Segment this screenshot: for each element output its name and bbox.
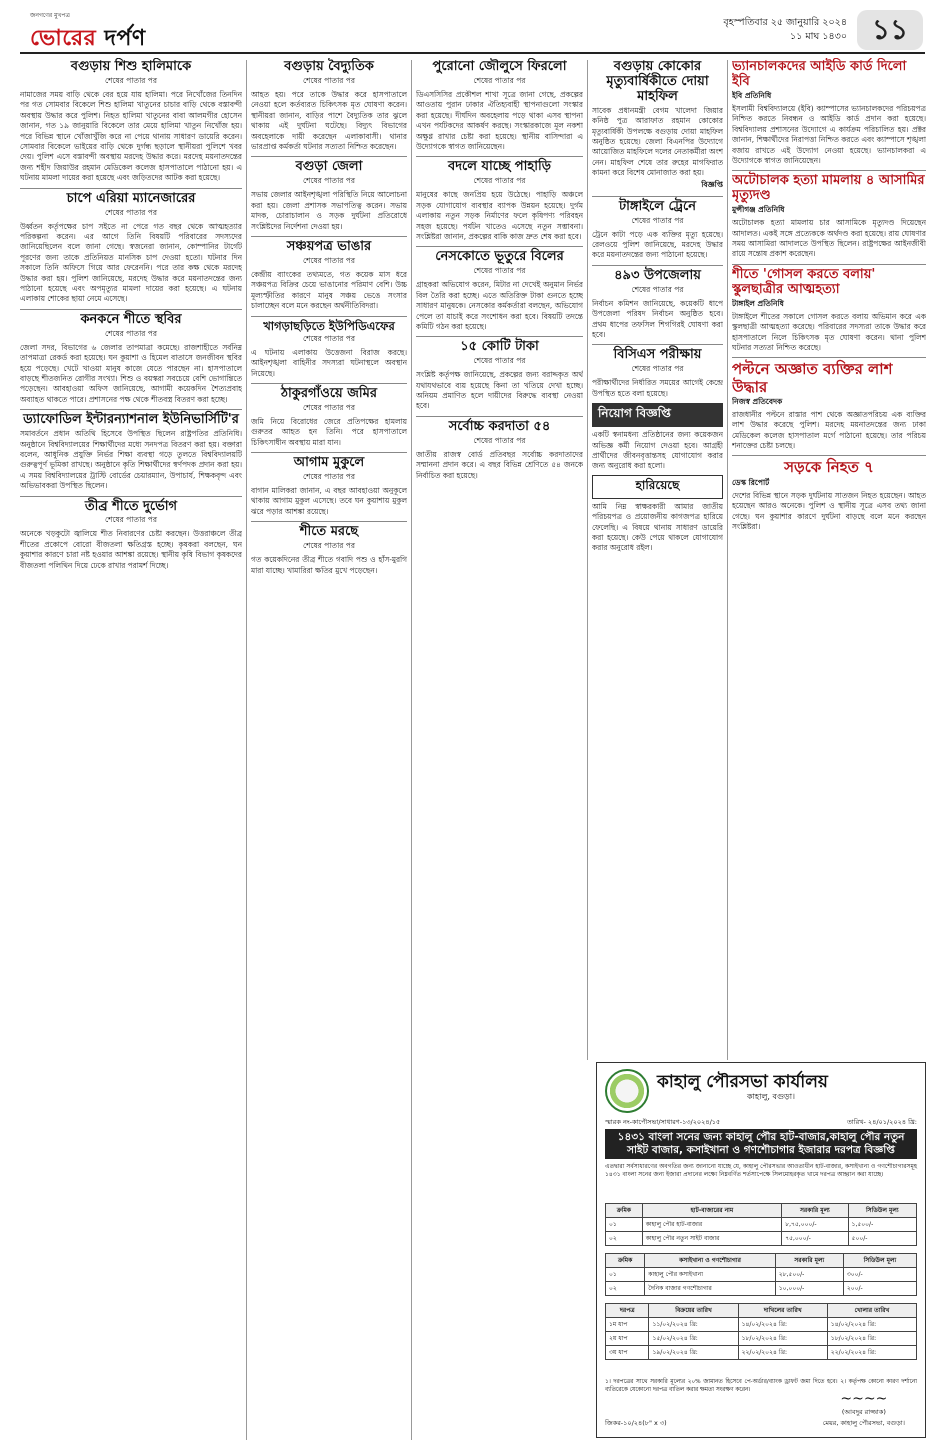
headline: চাপে এরিয়া ম্যানেজারের [66,190,196,206]
divider [20,309,242,310]
ad-terms: ১। দরপত্রের সাথে সরকারি মূল্যের ২০% জামানত হিসেবে পে-অর্ডার/ব্যাংক ড্রাফট জমা দিতে হবে। ২। কর্তৃপক্ষ কোনো কারণ দর্শানো ব্যতিরেকে যেকোনো দরপত্র বাতিল করার ক্ষমতা সংরক্ষণ করেন। [605,1379,917,1393]
signature: ~~~~ [840,1391,888,1407]
table-cell: ১৮/০২/২০২৪ খ্রি: [827,1332,916,1346]
table-row [606,1332,917,1346]
article-body: ইসলামী বিশ্ববিদ্যালয়ে (ইবি) ক্যাম্পাসের ভ্যানচালকদের পরিচয়পত্র নিশ্চিত করতে নিবন্ধন ও আইডি কার্ড প্রদান করা হয়েছে। বিশ্ববিদ্যালয় প্রশাসনের উদ্যোগে এ কার্যক্রম পরিচালিত হয়। প্রক্টর জানান, শিক্ষার্থীদের নিরাপত্তা নিশ্চিত করতে এবং ক্যাম্পাসে শৃঙ্খলা বজায় রাখতে এই উদ্যোগ নেওয়া হয়েছে। ভ্যানচালকরা এ উদ্যোগকে স্বাগত জানিয়েছেন। [732,103,926,165]
byline: ইবি প্রতিনিধি [732,90,772,100]
slaughterhouse-table [605,1253,917,1296]
column-header: সিডিউল মূল্য [843,1254,916,1268]
continuation-label: শেষের পাতার পর [473,266,526,276]
headline: বগুড়ায় শিশু হালিমাকে [70,59,192,74]
municipality-seal-icon [605,1069,649,1113]
ad-subtitle: কাহালু, বগুড়া। [747,1092,795,1101]
column-1 [20,58,242,1440]
story-cold-deaths [251,525,407,576]
newspaper-name [30,21,146,58]
table-cell: ১৯/০২/২০২৪ খ্রি: [649,1346,738,1360]
article-body: পরীক্ষার্থীদের নির্ধারিত সময়ের আগেই কেন্দ্রে উপস্থিত হতে বলা হয়েছে। [592,378,723,398]
article-body: সমাবর্তনে প্রধান অতিথি হিসেবে উপস্থিত ছিলেন রাষ্ট্রপতির প্রতিনিধি। অনুষ্ঠানে বিশ্ববিদ্যালয়ের শিক্ষার্থীদের মধ্যে সনদপত্র বিতরণ করা হয়। বক্তারা বলেন, আধুনিক প্রযুক্তি নির্ভর শিক্ষা ব্যবস্থা গড়ে তুলতে বিশ্ববিদ্যালয়টি গুরুত্বপূর্ণ ভূমিকা রাখছে। অনুষ্ঠানে কৃতি শিক্ষার্থীদের স্বর্ণপদক প্রদান করা হয়। এ সময় বিশ্ববিদ্যালয়ের ট্রাস্টি বোর্ডের চেয়ারম্যান, উপাচার্য, শিক্ষকবৃন্দ এবং অভিভাবকরা উপস্থিত ছিলেন। [20,429,242,491]
column-header: হাট-বাজারের নাম [642,1204,781,1218]
article-body: জেলা সদর, বিভাগের ৬ জেলার তাপমাত্রা কমেছে। রাজশাহীতে সর্বনিম্ন তাপমাত্রা রেকর্ড করা হয়েছে। ঘন কুয়াশা ও হিমেল বাতাসে জনজীবন স্থবির হয়ে পড়েছে। খেটে খাওয়া মানুষ কাজে যেতে পারছেন না। হাসপাতালে বাড়ছে শীতজনিত রোগীর সংখ্যা। শিশু ও বয়স্করা সবচেয়ে বেশি ভোগান্তিতে পড়েছেন। আবহাওয়া অফিস জানিয়েছে, আগামী কয়েকদিন শৈত্যপ্রবাহ অব্যাহত থাকতে পারে। প্রশাসনের পক্ষ থেকে শীতবস্ত্র বিতরণ করা হচ্ছে। [20,342,242,404]
continuation-label: শেষের পাতার পর [473,176,526,186]
headline: বদলে যাচ্ছে পাহাড়ি [447,159,551,175]
divider [251,383,407,384]
lost-notice-body: আমি নিম্ন স্বাক্ষরকারী আমার জাতীয় পরিচয়পত্র ও প্রয়োজনীয় কাগজপত্র হারিয়ে ফেলেছি। এ বিষয়ে থানায় সাধারণ ডায়েরি করা হয়েছে। কেউ পেয়ে থাকলে যোগাযোগ করার অনুরোধ রইল। [592,501,723,553]
column-5 [732,58,926,1054]
story-halima [20,60,242,184]
divider [732,264,926,265]
table-cell: কাহালু পৌর নতুন সাইট বাজার [642,1232,781,1246]
story-nesco [416,250,583,332]
divider [251,521,407,522]
divider [251,452,407,453]
headline: পুরোনো জৌলুসে ফিরলো [432,59,567,74]
newspaper-logo [30,10,146,58]
column-header: দাখিলের তারিখ [738,1304,827,1318]
column-3 [416,58,583,1440]
ad-date: তারিখ- ২৪/০১/২০২৪ খ্রি: [847,1118,917,1126]
headline: ১৫ কোটি টাকা [460,339,539,355]
signature-block [823,1391,905,1429]
continuation-label: শেষের পাতার পর [303,402,355,412]
continuation-label: শেষের পাতার পর [303,333,355,343]
story-ib-id-card [732,60,926,166]
story-mango-buds [251,456,407,517]
article-body: দেশের বিভিন্ন স্থানে সড়ক দুর্ঘটনায় সাতজন নিহত হয়েছেন। আহত হয়েছেন আরও অনেকে। পুলিশ ও স্থানীয় সূত্রে এসব তথ্য জানা গেছে। ঘন কুয়াশার কারণে দুর্ঘটনা বাড়ছে বলে মনে করছেন সংশ্লিষ্টরা। [732,490,926,531]
table-cell: ১ম ধাপ [606,1318,649,1332]
article-body: ডিএসসিসির প্রকৌশল শাখা সূত্রে জানা গেছে, প্রকল্পের আওতায় পুরান ঢাকার ঐতিহ্যবাহী স্থাপনাগুলো সংস্কার করা হয়েছে। দীর্ঘদিন অবহেলায় পড়ে থাকা এসব স্থাপনা এখন পর্যটকদের আকর্ষণ করছে। সংস্কারকাজে মূল নকশা অক্ষুণ্ণ রাখার চেষ্টা করা হয়েছে। স্থানীয় বাসিন্দারা এ উদ্যোগকে স্বাগত জানিয়েছেন। [416,89,583,151]
divider [732,455,926,456]
table-cell: ২২/০২/২০২৪ খ্রি: [738,1346,827,1360]
table-cell: কাহালু পৌর কসাইখানা [645,1268,775,1282]
story-koko [592,60,723,192]
divider [732,357,926,358]
article-body: গ্রাহকরা অভিযোগ করেন, মিটার না দেখেই অনুমান নির্ভর বিল তৈরি করা হচ্ছে। এতে অতিরিক্ত টাকা গুনতে হচ্ছে সাধারণ মানুষকে। নেসকোর কর্মকর্তারা বলছেন, অভিযোগ পেলে তা যাচাই করে সংশোধন করা হবে। বিষয়টি তদন্তে কমিটি গঠন করা হয়েছে। [416,280,583,331]
headline: ঠাকুরগাঁওয়ে জমির [281,385,377,401]
table-cell: ২৮,৫০০/- [775,1268,843,1282]
story-daffodil [20,413,242,491]
story-old-glory [416,60,583,152]
headline: শীতে 'গোসল করতে বলায়' স্কুলছাত্রীর আত্মহত্যা [732,266,876,297]
story-savings [251,240,407,312]
divider [416,336,583,337]
continuation-label: শেষের পাতার পর [105,328,157,338]
story-thakurgaon [251,387,407,448]
divider [20,496,242,497]
table-row [606,1346,917,1360]
market-table [605,1203,917,1246]
story-schoolgirl [732,268,926,354]
dateline [723,16,847,44]
headline: কনকনে শীতে স্থবির [80,311,182,327]
table-cell: ১,৫০০/- [848,1218,916,1232]
table-cell: ০২ [606,1232,643,1246]
table-cell: ১৮/০২/২০২৪ খ্রি: [738,1332,827,1346]
column-header: দরপত্র [606,1304,649,1318]
story-cold-wave [20,313,242,405]
article-body: নামাজের সময় বাড়ি থেকে বের হয়ে যায় হালিমা। পরে নিখোঁজের তিনদিন পর গত সোমবার বিকেলে শিশু হালিমা খাতুনের চাচার বাড়ি থেকে বস্তাবন্দী অবস্থায় উদ্ধার করে পুলিশ। নিহত হালিমা খাতুনের বাবা আলমগীর হোসেন জানান, গত ১৯ জানুয়ারি বিকেলে তার মেয়ে হালিমা খাতুন নিখোঁজ হয়। পরে বিভিন্ন স্থানে খোঁজাখুঁজি করে না পেয়ে থানায় সাধারণ ডায়েরি করেন। সোমবার বিকেলে ভাইয়ের বাড়ি থেকে দুর্গন্ধ ছড়ালে স্থানীয়রা পুলিশে খবর দেয়। পুলিশ এসে বস্তাবন্দী অবস্থায় মরদেহ উদ্ধার করে। মরদেহ ময়নাতদন্তের জন্য শহীদ জিয়াউর রহমান মেডিকেল কলেজ হাসপাতালে পাঠানো হয়। এ ঘটনায় মামলা দায়ের করা হয়েছে এবং জড়িতদের আটক করা হয়েছে। [20,89,242,183]
table-row [606,1268,917,1282]
story-15-crore [416,340,583,412]
story-taxpayers [416,420,583,481]
table-cell: ৮,৭৫,০০০/- [782,1218,848,1232]
divider [732,170,926,171]
headline: ড্যাফোডিল ইন্টারন্যাশনাল ইউনিভার্সিটি'র [23,412,239,428]
article-body: উর্ধ্বতন কর্তৃপক্ষের চাপ সইতে না পেরে গত বছর থেকে আত্মহত্যার পরিকল্পনা করেন। এর আগে তিনি বিষয়টি পরিবারের সদস্যদের জানিয়েছিলেন বলে জানা গেছে। স্বজনেরা জানান, কোম্পানির টার্গেট পূরণের জন্য তাকে প্রতিনিয়ত মানসিক চাপ দেওয়া হতো। ঘটনার দিন সকালে তিনি অফিসে গিয়ে আর ফেরেননি। পরে তার কক্ষ থেকে মরদেহ উদ্ধার করা হয়। পুলিশ জানিয়েছে, মরদেহ উদ্ধার করে ময়নাতদন্তের জন্য পাঠানো হয়েছে এবং অপমৃত্যুর মামলা দায়ের করা হয়েছে। এ ঘটনায় এলাকায় শোকের ছায়া নেমে এসেছে। [20,221,242,304]
divider [592,196,723,197]
table-row [606,1318,917,1332]
story-khagrachari [251,320,407,379]
table-cell: ০১ [606,1218,643,1232]
headline: আগাম মুকুলে [293,455,365,471]
article-body: সাবেক প্রধানমন্ত্রী বেগম খালেদা জিয়ার কনিষ্ঠ পুত্র আরাফাত রহমান কোকোর মৃত্যুবার্ষিকী উপলক্ষে বগুড়ায় দোয়া মাহফিল অনুষ্ঠিত হয়েছে। জেলা বিএনপির উদ্যোগে আয়োজিত মাহফিলে দলের নেতাকর্মীরা অংশ নেন। মাহফিল শেষে তার রুহের মাগফিরাত কামনা করে বিশেষ মোনাজাত করা হয়। [592,105,723,178]
logo-tagline: জনগণের মুখপত্র [30,12,70,19]
continuation-label: শেষের পাতার পর [105,75,157,85]
divider [251,156,407,157]
table-header-row [606,1204,917,1218]
story-tangail-train [592,200,723,261]
table-cell: ০১ [606,1268,645,1282]
article-body: বাগান মালিকরা জানান, এ বছর আবহাওয়া অনুকূলে থাকায় আগাম মুকুল এসেছে। তবে ঘন কুয়াশায় মুকুল ঝরে পড়ার আশঙ্কা রয়েছে। [251,486,407,516]
byline: ডেস্ক রিপোর্ট [732,477,770,487]
table-cell: ৫০০/- [848,1232,916,1246]
table-header-row [606,1304,917,1318]
story-electric [251,60,407,152]
headline: সঞ্চয়পত্র ভাঙার [286,238,372,254]
continuation-label: শেষের পাতার পর [303,176,355,186]
headline: তীব্র শীতে দুর্ভোগ [84,498,178,514]
headline: সড়কে নিহত ৭ [784,458,874,477]
table-cell: ৭৫,০০০/- [782,1232,848,1246]
story-bogura-district [251,160,407,232]
lost-notice-header: হারিয়েছে [592,475,723,499]
table-cell: ২২/০২/২০২৪ খ্রি: [827,1346,916,1360]
headline: নেসকোতে ভূতুরে বিলের [435,249,564,265]
story-road-deaths [732,459,926,532]
signatory-name: (আবদুর রাজ্জাক) [841,1408,886,1416]
continuation-label: শেষের পাতার পর [631,284,684,294]
table-cell: ১৪/০২/২০২৪ খ্রি: [827,1318,916,1332]
article-body: এ ঘটনায় এলাকায় উত্তেজনা বিরাজ করছে। আইনশৃঙ্খলা বাহিনীর সদস্যরা ঘটনাস্থলে অবস্থান নিয়েছে। [251,347,407,378]
byline: মুন্সীগঞ্জ প্রতিনিধি [732,205,785,215]
table-row [606,1282,917,1296]
table-cell: ১৪/০২/২০২৪ খ্রি: [738,1318,827,1332]
article-body: সভায় জেলার আইনশৃঙ্খলা পরিস্থিতি নিয়ে আলোচনা করা হয়। জেলা প্রশাসক সভাপতিত্ব করেন। সভায় মাদক, চোরাচালান ও সড়ক দুর্ঘটনা প্রতিরোধে সংশ্লিষ্টদের নির্দেশনা দেওয়া হয়। [251,190,407,231]
column-header: ক্রমিক [606,1204,643,1218]
story-bcs [592,348,723,399]
table-cell: ১৫/০২/২০২৪ খ্রি: [649,1332,738,1346]
column-divider [246,60,247,1440]
story-area-manager [20,192,242,305]
headline: বগুড়ায় বৈদ্যুতিক [284,59,374,74]
table-cell: ২য় ধাপ [606,1332,649,1346]
headline: সর্বোচ্চ করদাতা ৫৪ [448,418,551,434]
headline: ভ্যানচালকদের আইডি কার্ড দিলো ইবি [732,59,907,89]
story-auto-driver [732,174,926,260]
table-cell: ৩০০/- [843,1268,916,1282]
divider [592,265,723,266]
table-row [606,1232,917,1246]
continuation-label: শেষের পাতার পর [105,515,157,525]
continuation-label: শেষের পাতার পর [631,215,684,225]
tender-advertisement [596,1062,926,1438]
table-cell: ১০,০০০/- [775,1282,843,1296]
ad-banner: ১৪৩১ বাংলা সনের জন্য কাহালু পৌর হাট-বাজার,কাহালু পৌর নতুন সাইট বাজার, কসাইখানা ও গণশৌচাগার ইজারার দরপত্র বিজ্ঞপ্তি [605,1129,917,1159]
column-2 [251,58,407,1440]
date-gregorian: বৃহস্পতিবার ২৫ জানুয়ারি ২০২৪ [723,17,847,28]
article-body: জমি নিয়ে বিরোধের জেরে প্রতিপক্ষের হামলায় গুরুতর আহত হন তিনি। পরে হাসপাতালে চিকিৎসাধীন অবস্থায় মারা যান। [251,416,407,447]
article-body: জাতীয় রাজস্ব বোর্ড প্রতিবছর সর্বোচ্চ করদাতাদের সম্মাননা প্রদান করে। এ বছর বিভিন্ন শ্রেণিতে ৫৪ জনকে নির্বাচিত করা হয়েছে। [416,449,583,480]
divider [416,246,583,247]
headline: অটোচালক হত্যা মামলায় ৪ আসামির মৃত্যুদণ্ড [732,173,925,204]
column-4 [592,58,723,1054]
continuation-label: শেষের পাতার পর [303,75,355,85]
headline: খাগড়াছড়িতে ইউপিডিএফের [263,318,395,333]
headline: বগুড়ায় কোকোর মৃত্যুবার্ষিকীতে দোয়া মাহফিল [606,59,709,104]
continuation-label: শেষের পাতার পর [473,435,526,445]
column-header: কসাইখানা ও গণশৌচাগার [645,1254,775,1268]
divider [416,416,583,417]
continuation-label: শেষের পাতার পর [303,472,355,482]
article-body: মানুষের কাছে জনপ্রিয় হয়ে উঠেছে। পাহাড়ি অঞ্চলে সড়ক যোগাযোগ ব্যবস্থার ব্যাপক উন্নয়ন হয়েছে। দুর্গম এলাকায় নতুন সড়ক নির্মাণের ফলে কৃষিপণ্য পরিবহন সহজ হয়েছে। পর্যটন খাতেও এসেছে নতুন সম্ভাবনা। সংশ্লিষ্টরা জানান, প্রকল্পের বাকি কাজ দ্রুত শেষ করা হবে। [416,190,583,241]
column-divider [411,60,412,1440]
article-body: সংশ্লিষ্ট কর্তৃপক্ষ জানিয়েছে, প্রকল্পের জন্য বরাদ্দকৃত অর্থ যথাযথভাবে ব্যয় হয়েছে কিনা তা খতিয়ে দেখা হচ্ছে। অনিয়ম প্রমাণিত হলে দায়ীদের বিরুদ্ধে ব্যবস্থা নেওয়া হবে। [416,370,583,411]
byline: টাঙ্গাইল প্রতিনিধি [732,298,784,308]
headline: টাঙ্গাইলে ট্রেনে [619,198,696,214]
article-body: আহত হয়। পরে তাকে উদ্ধার করে হাসপাতালে নেওয়া হলে কর্তব্যরত চিকিৎসক মৃত ঘোষণা করেন। স্থানীয়রা জানান, বাড়ির পাশে বৈদ্যুতিক তার ঝুলে থাকায় এই দুর্ঘটনা ঘটেছে। বিদ্যুৎ বিভাগের অবহেলাকে দায়ী করেছেন এলাকাবাসী। থানার ভারপ্রাপ্ত কর্মকর্তা ঘটনার সত্যতা নিশ্চিত করেছেন। [251,89,407,151]
column-header: সরকারি মূল্য [775,1254,843,1268]
column-header: ক্রমিক [606,1254,645,1268]
article-body: টাঙ্গাইলে শীতের সকালে গোসল করতে বলায় অভিমান করে এক স্কুলছাত্রী আত্মহত্যা করেছে। পরিবারের সদস্যরা তাকে উদ্ধার করে হাসপাতালে নিলে চিকিৎসক মৃত ঘোষণা করেন। থানা পুলিশ ঘটনার সত্যতা নিশ্চিত করেছে। [732,311,926,352]
job-notice-header: নিয়োগ বিজ্ঞপ্তি [592,403,723,427]
table-cell: ২০০/- [843,1282,916,1296]
ad-code: জিকর-১০/২৪(৮" x ৩) [605,1419,667,1427]
schedule-table [605,1303,917,1360]
column-header: সরকারি মূল্য [782,1204,848,1218]
article-body: অনেকে খড়কুটো জ্বালিয়ে শীত নিবারণের চেষ্টা করছেন। উত্তরাঞ্চলে তীব্র শীতের প্রকোপে বোরো বীজতলা ক্ষতিগ্রস্ত হচ্ছে। কৃষকরা বলছেন, ঘন কুয়াশার কারণে চারা নষ্ট হওয়ার আশঙ্কা রয়েছে। স্থানীয় কৃষি বিভাগ কৃষকদের বীজতলা পলিথিন দিয়ে ঢেকে রাখার পরামর্শ দিচ্ছে। [20,529,242,570]
ad-intro-text: এতদ্বারা সর্বসাধারণের অবগতির জন্য জানানো যাচ্ছে যে, কাহালু পৌরসভার আওতাধীন হাট-বাজার, কসাইখানা ও গণশৌচাগারসমূহ ১৪৩১ বাংলা সনের জন্য ইজারা প্রদানের লক্ষ্যে নিম্নবর্ণিত শর্তসাপেক্ষে সিলমোহরকৃত খামে দরপত্র আহ্বান করা যাচ্ছে। [605,1163,917,1178]
headline: বগুড়া জেলা [295,159,363,175]
story-493-upazila [592,269,723,341]
headline: পল্টনে অজ্ঞাত ব্যক্তির লাশ উদ্ধার [732,360,893,396]
memo-number: স্মারক নং-কাপৌসভা/সাধারণ-১৩/২০২৪/১৫ [605,1118,721,1126]
continuation-label: শেষের পাতার পর [473,75,526,85]
table-cell: দৈনিক বাজার গণশৌচাগার [645,1282,775,1296]
ad-title: কাহালু পৌরসভা কার্যালয় [657,1072,828,1092]
date-bengali: ১১ মাঘ ১৪৩০ [790,31,847,42]
article-body: কেন্দ্রীয় ব্যাংকের তথ্যমতে, গত কয়েক মাস ধরে সঞ্চয়পত্র বিক্রির চেয়ে ভাঙানোর পরিমাণ বেশি। উচ্চ মূল্যস্ফীতির কারণে মানুষ সঞ্চয় ভেঙে সংসার চালাচ্ছেন বলে মনে করছেন অর্থনীতিবিদরা। [251,269,407,311]
divider [592,344,723,345]
table-cell: ১১/০২/২০২৪ খ্রি: [649,1318,738,1332]
byline: বিজ্ঞপ্তি [701,179,723,189]
table-row [606,1218,917,1232]
table-cell: ৩য় ধাপ [606,1346,649,1360]
headline: বিসিএস পরীক্ষায় [613,347,702,363]
continuation-label: শেষের পাতার পর [473,356,526,366]
continuation-label: শেষের পাতার পর [105,207,157,217]
divider [416,156,583,157]
story-hill-change [416,160,583,242]
masthead [20,8,925,54]
divider [251,236,407,237]
divider [20,188,242,189]
name-part1: ভোরের [30,26,97,51]
story-paltan-body [732,361,926,451]
ad-meta [605,1117,917,1128]
column-header: বিক্রয়ের তারিখ [649,1304,738,1318]
signatory-title: মেয়র, কাহালু পৌরসভা, বগুড়া। [822,1419,905,1427]
article-body: নির্বাচন কমিশন জানিয়েছে, কয়েকটি ধাপে উপজেলা পরিষদ নির্বাচন অনুষ্ঠিত হবে। প্রথম ধাপের তফসিল শিগগিরই ঘোষণা করা হবে। [592,298,723,339]
continuation-label: শেষের পাতার পর [303,255,355,265]
column-divider [587,60,588,1060]
continuation-label: শেষের পাতার পর [303,541,355,551]
page-number: ১১ [857,10,923,50]
article-body: রাজধানীর পল্টনে রাস্তার পাশ থেকে অজ্ঞাতপরিচয় এক ব্যক্তির লাশ উদ্ধার করেছে পুলিশ। মরদেহ ময়নাতদন্তের জন্য ঢাকা মেডিকেল কলেজ হাসপাতাল মর্গে পাঠানো হয়েছে। তার পরিচয় শনাক্তের চেষ্টা চলছে। [732,409,926,451]
job-notice-body: একটি স্বনামধন্য প্রতিষ্ঠানের জন্য কয়েকজন অভিজ্ঞ কর্মী নিয়োগ দেওয়া হবে। আগ্রহী প্রার্থীদের জীবনবৃত্তান্তসহ যোগাযোগ করার জন্য অনুরোধ করা হলো। [592,430,723,471]
article-body: গত কয়েকদিনের তীব্র শীতে গবাদি পশু ও হাঁস-মুরগি মারা যাচ্ছে। খামারিরা ক্ষতির মুখে পড়েছেন। [251,555,407,575]
name-part2: দর্পণ [96,26,146,51]
byline: নিজস্ব প্রতিবেদক [732,396,783,406]
column-header: খোলার তারিখ [827,1304,916,1318]
divider [20,409,242,410]
article-body: ট্রেনে কাটা পড়ে এক ব্যক্তির মৃত্যু হয়েছে। রেলওয়ে পুলিশ জানিয়েছে, মরদেহ উদ্ধার করে ময়নাতদন্তের জন্য পাঠানো হয়েছে। [592,229,723,260]
column-divider [727,60,728,1060]
article-body: অটোচালক হত্যা মামলায় চার আসামিকে মৃত্যুদণ্ড দিয়েছেন আদালত। একই সঙ্গে প্রত্যেককে অর্থদণ্ড করা হয়েছে। রায় ঘোষণার সময় আসামিরা আদালতে উপস্থিত ছিলেন। রাষ্ট্রপক্ষের আইনজীবী রায়ে সন্তোষ প্রকাশ করেছেন। [732,218,926,259]
table-cell: ০২ [606,1282,645,1296]
column-header: সিডিউল মূল্য [848,1204,916,1218]
table-cell: কাহালু পৌর হাট-বাজার [642,1218,781,1232]
headline: ৪৯৩ উপজেলায় [614,267,701,283]
divider [251,316,407,317]
continuation-label: শেষের পাতার পর [631,364,684,374]
story-severe-cold [20,500,242,572]
headline: শীতে মরছে [299,524,359,540]
table-header-row [606,1254,917,1268]
